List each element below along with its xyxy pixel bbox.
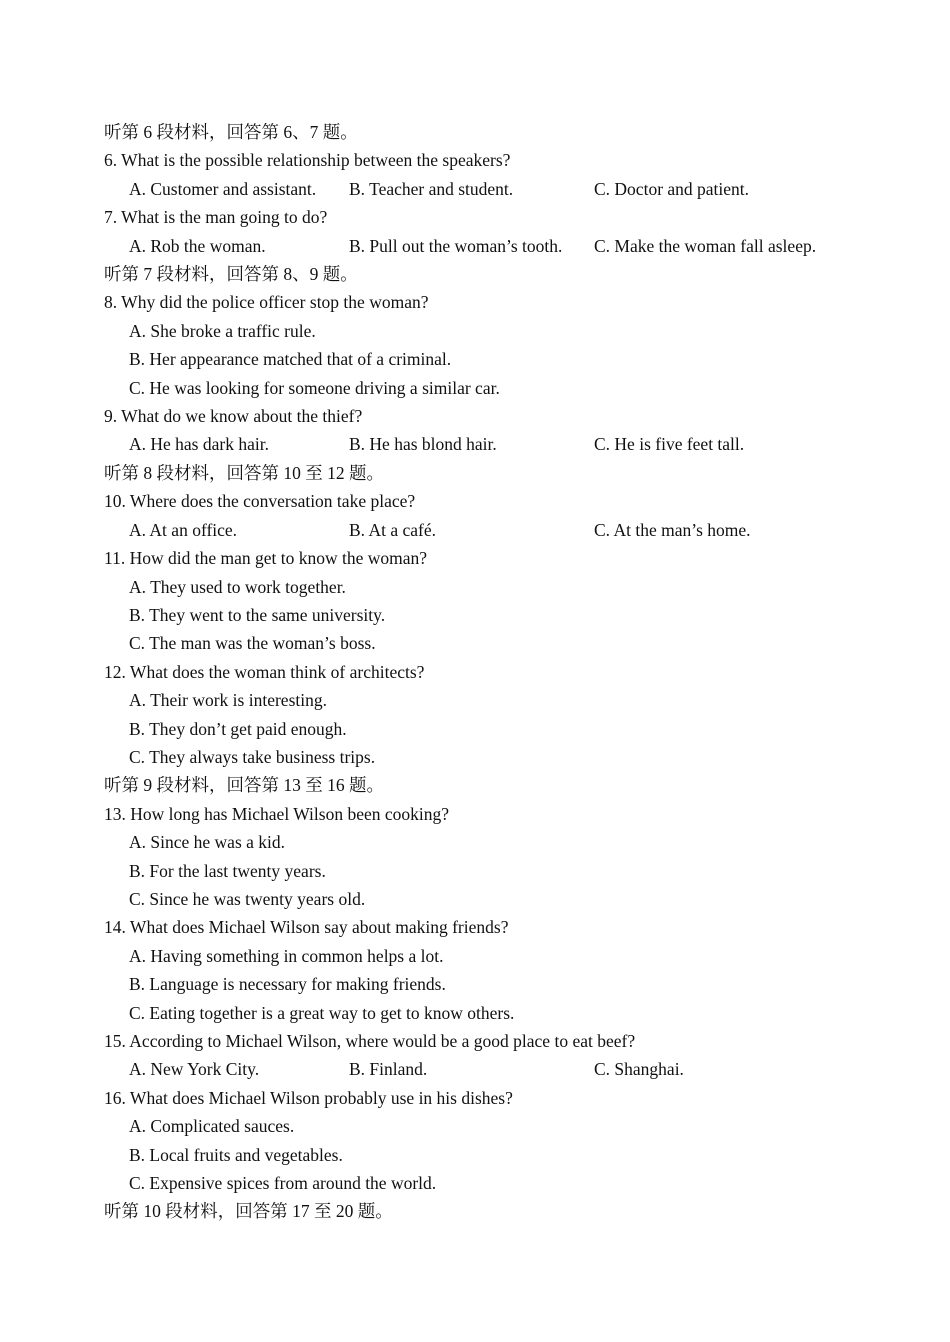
option-b: B. Pull out the woman’s tooth. <box>349 235 563 256</box>
option-c: C. Shanghai. <box>594 1059 684 1080</box>
section-heading: 听第 9 段材料，回答第 13 至 16 题。 <box>104 775 384 796</box>
option-text: A. Having something in common helps a lot. <box>129 945 444 966</box>
option-text: C. They always take business trips. <box>129 746 376 767</box>
options-row <box>0 1055 950 1083</box>
exam-page <box>0 118 950 1226</box>
option-text: A. They used to work together. <box>129 576 346 597</box>
option-text: C. He was looking for someone driving a similar car. <box>129 377 500 398</box>
option-a: A. New York City. <box>129 1059 260 1080</box>
options-row <box>0 175 950 203</box>
option-text: A. Since he was a kid. <box>129 832 286 853</box>
question-text: 13. How long has Michael Wilson been cooking? <box>104 803 450 824</box>
option-c: C. He is five feet tall. <box>594 434 745 455</box>
question-text: 16. What does Michael Wilson probably use in his dishes? <box>104 1087 513 1108</box>
question-text: 6. What is the possible relationship between the speakers? <box>104 150 511 171</box>
option-c: C. Doctor and patient. <box>594 178 750 199</box>
option-text: B. They went to the same university. <box>129 604 386 625</box>
option-c: C. Make the woman fall asleep. <box>594 235 817 256</box>
question-text: 11. How did the man get to know the woman? <box>104 548 428 569</box>
options-row <box>0 516 950 544</box>
option-text: A. Their work is interesting. <box>129 690 327 711</box>
section-heading: 听第 7 段材料，回答第 8、9 题。 <box>104 264 358 285</box>
option-text: B. Language is necessary for making friends. <box>129 974 446 995</box>
question-text: 9. What do we know about the thief? <box>104 406 363 427</box>
option-text: B. Local fruits and vegetables. <box>129 1144 343 1165</box>
question-text: 14. What does Michael Wilson say about making friends? <box>104 917 509 938</box>
options-row <box>0 430 950 458</box>
question-text: 7. What is the man going to do? <box>104 207 328 228</box>
option-text: C. Since he was twenty years old. <box>129 888 366 909</box>
option-text: C. The man was the woman’s boss. <box>129 633 376 654</box>
option-c: C. At the man’s home. <box>594 519 751 540</box>
options-row <box>0 232 950 260</box>
option-a: A. Rob the woman. <box>129 235 266 256</box>
question-text: 12. What does the woman think of architects? <box>104 661 425 682</box>
option-text: C. Expensive spices from around the world. <box>129 1173 437 1194</box>
option-b: B. At a café. <box>349 519 436 540</box>
section-heading: 听第 8 段材料，回答第 10 至 12 题。 <box>104 462 384 483</box>
section-heading: 听第 10 段材料，回答第 17 至 20 题。 <box>104 1201 393 1222</box>
option-a: A. At an office. <box>129 519 238 540</box>
option-text: A. She broke a traffic rule. <box>129 320 316 341</box>
option-text: A. Complicated sauces. <box>129 1116 295 1137</box>
option-text: B. For the last twenty years. <box>129 860 326 881</box>
option-b: B. Finland. <box>349 1059 428 1080</box>
question-text: 8. Why did the police officer stop the woman? <box>104 292 429 313</box>
option-a: A. Customer and assistant. <box>129 178 317 199</box>
option-b: B. Teacher and student. <box>349 178 514 199</box>
question-text: 10. Where does the conversation take place? <box>104 491 416 512</box>
question-text: 15. According to Michael Wilson, where would be a good place to eat beef? <box>104 1031 636 1051</box>
section-heading: 听第 6 段材料，回答第 6、7 题。 <box>104 122 358 142</box>
option-text: B. They don’t get paid enough. <box>129 718 347 739</box>
option-text: C. Eating together is a great way to get to know others. <box>129 1002 515 1023</box>
option-a: A. He has dark hair. <box>129 434 269 455</box>
option-b: B. He has blond hair. <box>349 434 497 455</box>
option-text: B. Her appearance matched that of a criminal. <box>129 349 452 370</box>
